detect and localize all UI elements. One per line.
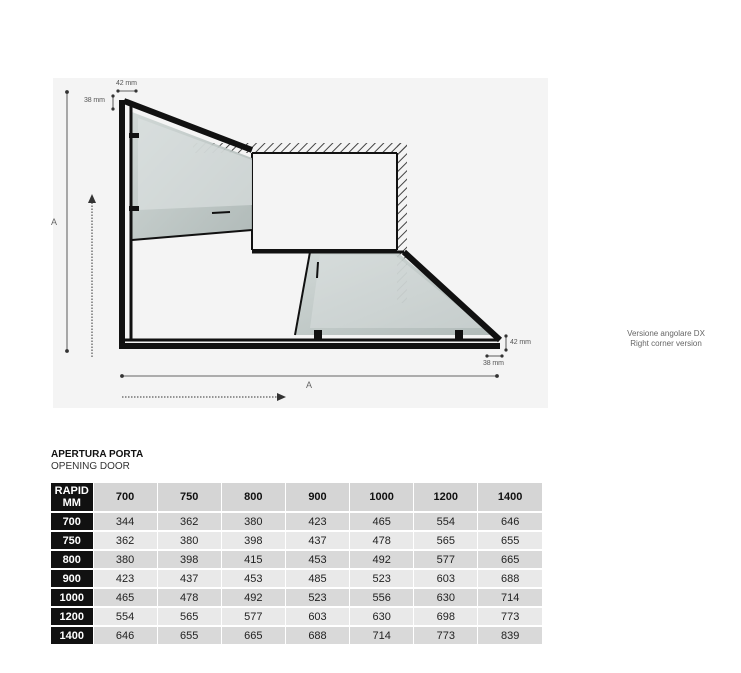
column-header: 1000 [350,483,414,512]
corner-label-mm: MM [62,497,81,509]
caption-english: Right corner version [630,339,702,348]
dim-a-vertical-label: A [51,217,58,227]
table-cell: 523 [350,569,414,588]
table-cell: 398 [221,531,285,550]
table-cell: 646 [478,512,542,531]
table-cell: 478 [157,588,221,607]
top-glass-panel [132,112,252,240]
table-cell: 839 [478,626,542,645]
table-cell: 565 [414,531,478,550]
section-title-italian: APERTURA PORTA [51,449,144,460]
column-header: 700 [93,483,157,512]
table-cell: 398 [157,550,221,569]
dim-line-a-horizontal [121,375,499,378]
column-header: 800 [221,483,285,512]
section-title-english: OPENING DOOR [51,461,130,472]
version-caption [598,329,734,349]
table-cell: 665 [478,550,542,569]
table-cell: 688 [478,569,542,588]
row-header: 1000 [51,588,93,607]
table-row [51,626,542,645]
table-row [51,531,542,550]
table-cell: 523 [285,588,349,607]
table-body [51,512,542,645]
table-cell: 554 [414,512,478,531]
table-cell: 465 [350,512,414,531]
table-cell: 415 [221,550,285,569]
table-cell: 577 [221,607,285,626]
table-cell: 485 [285,569,349,588]
table-row [51,607,542,626]
row-header: 1200 [51,607,93,626]
table-cell: 492 [350,550,414,569]
dim-top-height-label: 38 mm [84,97,105,104]
column-header: 1200 [414,483,478,512]
table-row [51,512,542,531]
row-header: 750 [51,531,93,550]
caption-italian: Versione angolare DX [627,329,705,338]
opening-size-table [51,483,542,646]
table-cell: 380 [157,531,221,550]
table-cell: 478 [350,531,414,550]
dim-a-horizontal-label: A [306,380,313,390]
row-header: 1400 [51,626,93,645]
table-cell: 603 [414,569,478,588]
table-cell: 380 [93,550,157,569]
column-header: 900 [285,483,349,512]
table-cell: 362 [93,531,157,550]
column-header: 1400 [478,483,542,512]
table-cell: 688 [285,626,349,645]
table-cell: 655 [157,626,221,645]
table-cell: 577 [414,550,478,569]
table-cell: 603 [285,607,349,626]
table-cell: 344 [93,512,157,531]
table-cell: 453 [285,550,349,569]
row-header: 800 [51,550,93,569]
opening-arrow-vertical [88,194,96,357]
table-cell: 655 [478,531,542,550]
table-row [51,550,542,569]
table-cell: 423 [285,512,349,531]
column-header: 750 [157,483,221,512]
row-header: 700 [51,512,93,531]
table-cell: 556 [350,588,414,607]
table-cell: 714 [478,588,542,607]
dim-right-width-label: 38 mm [483,360,504,367]
table-cell: 362 [157,512,221,531]
table-corner-cell [51,483,93,512]
table-cell: 773 [414,626,478,645]
row-header: 900 [51,569,93,588]
dim-right-height-label: 42 mm [510,339,531,346]
opening-arrow-horizontal [122,393,286,401]
table-cell: 714 [350,626,414,645]
table-cell: 437 [285,531,349,550]
table-cell: 565 [157,607,221,626]
table-cell: 453 [221,569,285,588]
table-row [51,569,542,588]
table-row [51,588,542,607]
corner-label-rapid: RAPID [54,485,89,497]
table-cell: 665 [221,626,285,645]
table-cell: 492 [221,588,285,607]
table-cell: 698 [414,607,478,626]
table-cell: 773 [478,607,542,626]
dim-line-a-vertical [66,91,69,353]
table-cell: 437 [157,569,221,588]
table-header-row [51,483,542,512]
dim-top-width-label: 42 mm [116,80,137,87]
table-cell: 630 [350,607,414,626]
table-cell: 465 [93,588,157,607]
table-cell: 554 [93,607,157,626]
table-cell: 423 [93,569,157,588]
table-cell: 646 [93,626,157,645]
table-cell: 380 [221,512,285,531]
bottom-glass-panel [295,252,497,335]
table-cell: 630 [414,588,478,607]
